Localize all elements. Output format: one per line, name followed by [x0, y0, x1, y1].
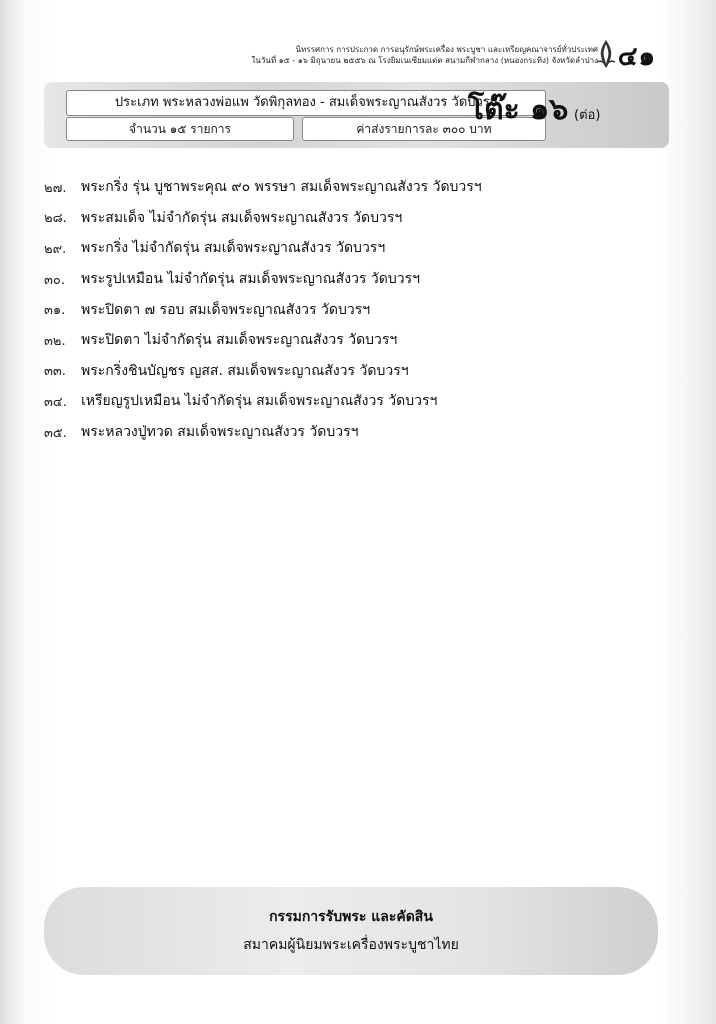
list-item	[44, 203, 644, 234]
item-number: ๒๙.	[44, 241, 67, 257]
table-continued-label: (ต่อ)	[574, 108, 601, 123]
committee-footer	[44, 887, 658, 975]
item-number: ๓๕.	[44, 425, 67, 441]
table-number: โต๊ะ ๑๖	[468, 92, 569, 127]
event-date-venue: ในวันที่ ๑๕ - ๑๖ มิถุนายน ๒๕๕๖ ณ โรงยิมเนเซียมแต่ด สนามกีฬากลาง (หนองกระทิง) จังหวัดลำปาง	[251, 56, 598, 65]
item-description: พระปิดตา ๗ รอบ สมเด็จพระญาณสังวร วัดบวรฯ	[81, 301, 371, 318]
item-description: พระสมเด็จ ไม่จำกัดรุ่น สมเด็จพระญาณสังวร วัดบวรฯ	[81, 209, 403, 226]
item-description: เหรียญรูปเหมือน ไม่จำกัดรุ่น สมเด็จพระญาณสังวร วัดบวรฯ	[81, 393, 438, 410]
item-number: ๓๔.	[44, 394, 67, 410]
page-number: ๔๑	[617, 42, 656, 72]
item-number: ๓๐.	[44, 272, 65, 288]
list-item	[44, 294, 644, 325]
item-number: ๓๓.	[44, 364, 66, 380]
list-item	[44, 172, 644, 203]
list-item	[44, 417, 644, 448]
list-item	[44, 386, 644, 417]
item-description: พระกริ่งชินบัญชร ญสส. สมเด็จพระญาณสังวร วัดบวรฯ	[81, 362, 409, 379]
item-number: ๒๗.	[44, 180, 67, 196]
organization-name: สมาคมผู้นิยมพระเครื่องพระบูชาไทย	[243, 937, 459, 953]
item-number: ๓๑.	[44, 303, 66, 319]
emblem-icon	[595, 38, 617, 70]
list-item	[44, 325, 644, 356]
item-description: พระปิดตา ไม่จำกัดรุ่น สมเด็จพระญาณสังวร วัดบวรฯ	[81, 332, 398, 349]
item-number: ๒๘.	[44, 211, 67, 227]
list-item	[44, 233, 644, 264]
item-list	[44, 172, 644, 447]
item-count: จำนวน ๑๕ รายการ	[66, 117, 294, 141]
item-description: พระกริ่ง ไม่จำกัดรุ่น สมเด็จพระญาณสังวร วัดบวรฯ	[81, 240, 386, 257]
item-description: พระหลวงปู่ทวด สมเด็จพระญาณสังวร วัดบวรฯ	[81, 424, 359, 441]
list-item	[44, 356, 644, 387]
event-title: นิทรรศการ การประกวด การอนุรักษ์พระเครื่อง พระบูชา และเหรียญคณาจารย์ทั่วประเทศ	[295, 45, 598, 54]
item-description: พระกริ่ง รุ่น บูชาพระคุณ ๙๐ พรรษา สมเด็จพระญาณสังวร วัดบวรฯ	[81, 179, 482, 196]
category-title: ประเภท พระหลวงพ่อแพ วัดพิกุลทอง - สมเด็จพระญาณสังวร วัดบวรฯ	[66, 90, 546, 116]
item-number: ๓๒.	[44, 333, 66, 349]
committee-title: กรรมการรับพระ และคัดสิน	[269, 909, 433, 925]
item-description: พระรูปเหมือน ไม่จำกัดรุ่น สมเด็จพระญาณสังวร วัดบวรฯ	[81, 271, 420, 288]
list-item	[44, 264, 644, 295]
entry-fee: ค่าส่งรายการละ ๓๐๐ บาท	[302, 117, 546, 141]
